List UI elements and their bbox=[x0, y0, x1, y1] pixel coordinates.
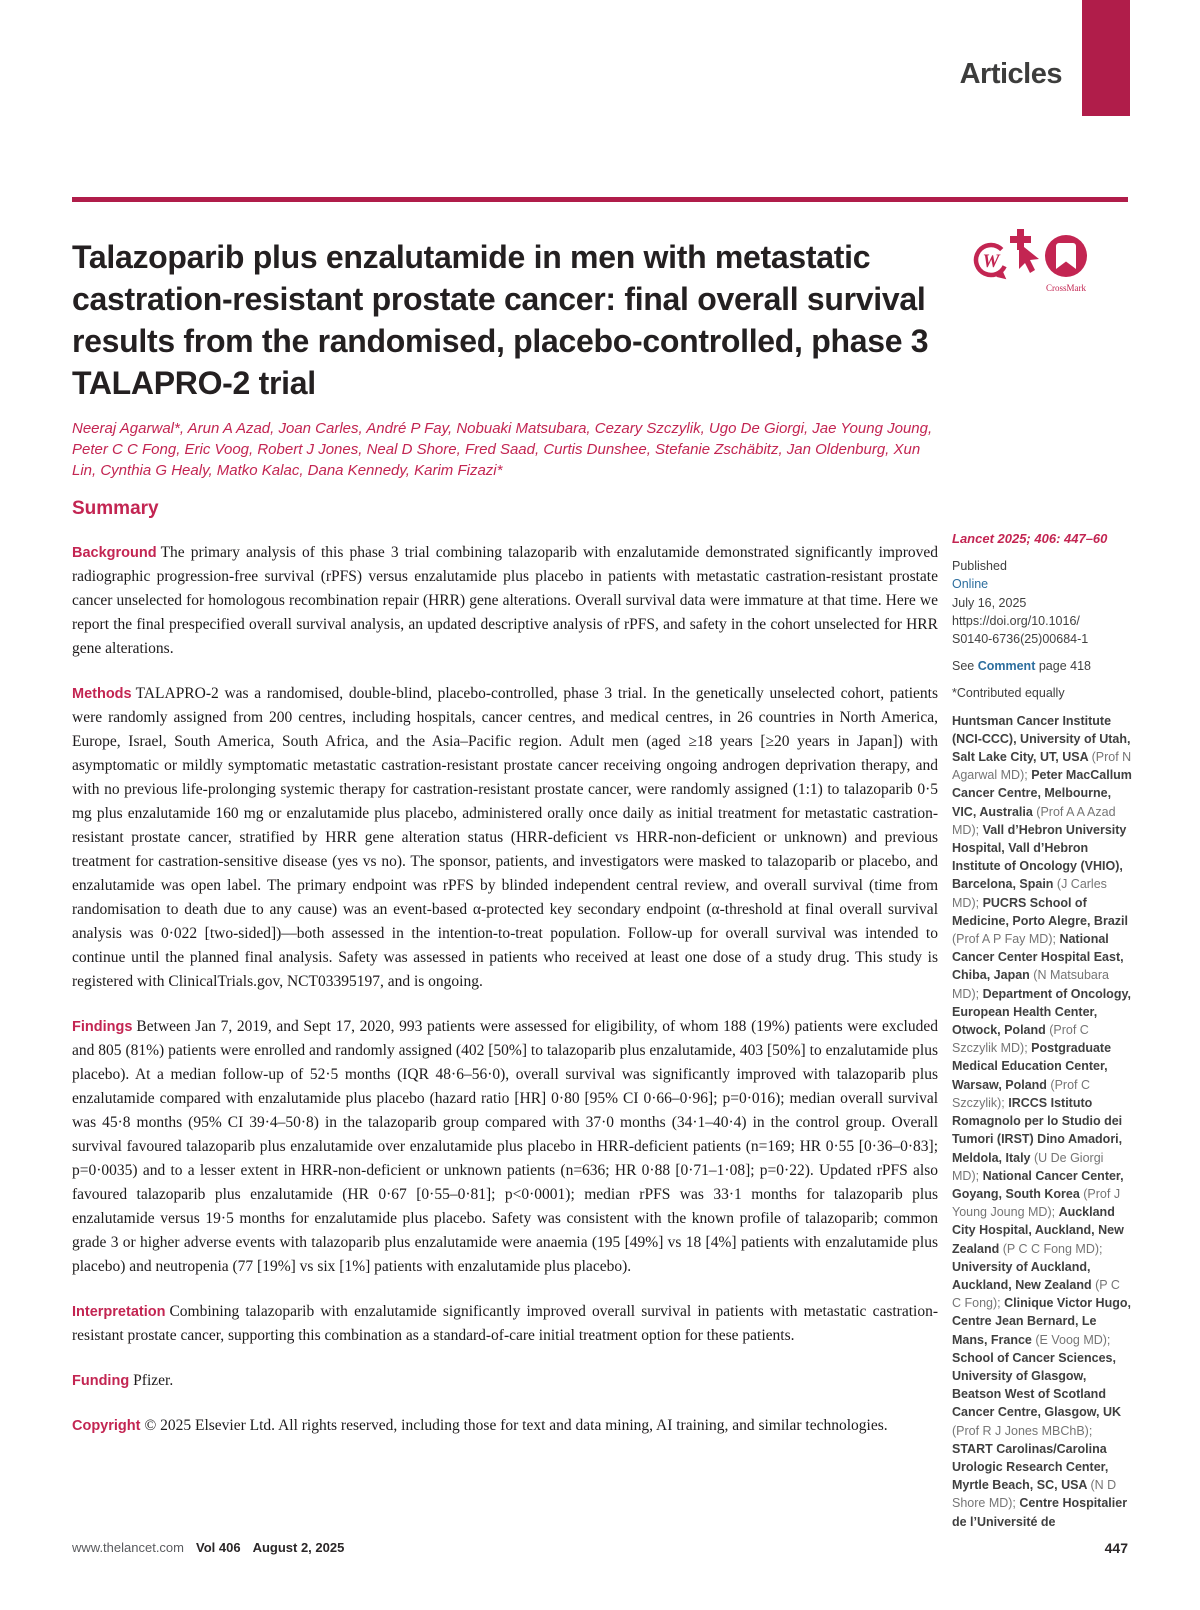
author-list: Neeraj Agarwal*, Arun A Azad, Joan Carles, André P Fay, Nobuaki Matsubara, Cezary Szczylik, Ugo De Giorgi, Jae Young Joung, Peter C C Fong, Eric Voog, Robert J Jones, Neal D Shore, Fred Saad, Curtis Dunshee, Stefanie Zschäbitz, Jan Oldenburg, Xun Lin, Cynthia G Healy, Matko Kalac, Dana Kennedy, Karim Fizazi* bbox=[72, 420, 933, 479]
footer-date: August 2, 2025 bbox=[252, 1540, 345, 1555]
footer-url[interactable]: www.thelancet.com bbox=[72, 1540, 184, 1555]
publication-date: July 16, 2025 bbox=[952, 595, 1027, 610]
section-kicker: Articles bbox=[959, 58, 1062, 90]
section-label-funding: Funding bbox=[72, 1373, 130, 1389]
crossmark-label: CrossMark bbox=[1046, 283, 1086, 293]
doi-line-1[interactable]: https://doi.org/10.1016/ bbox=[952, 613, 1080, 628]
article-badge-icons bbox=[948, 228, 1088, 302]
crossmark-icon bbox=[1044, 234, 1088, 278]
section-label-background: Background bbox=[72, 545, 157, 561]
section-label-interpretation: Interpretation bbox=[72, 1304, 166, 1320]
page-footer bbox=[72, 1540, 1128, 1555]
section-background bbox=[72, 541, 938, 661]
crossmark-badge[interactable] bbox=[1044, 234, 1088, 293]
article-title-line: Talazoparib plus enzalutamide in men with metastatic bbox=[72, 239, 871, 275]
page-number: 447 bbox=[1104, 1540, 1128, 1556]
published-online-line[interactable]: Published Online bbox=[952, 559, 1007, 592]
main-column bbox=[72, 236, 938, 1438]
online-extra-icon bbox=[970, 238, 1012, 282]
article-title-line: TALAPRO-2 trial bbox=[72, 365, 316, 401]
footer-volume: Vol 406 bbox=[196, 1540, 241, 1555]
section-text-interpretation: Combining talazoparib with enzalutamide significantly improved overall survival in patients with metastatic castration-resistant prostate cancer, supporting this combination as a standard-of-care initial treatment option for these patients. bbox=[72, 1303, 938, 1344]
doi-line-2[interactable]: S0140-6736(25)00684-1 bbox=[952, 632, 1089, 647]
section-text-copyright: © 2025 Elsevier Ltd. All rights reserved, including those for text and data mining, AI training, and similar technologies. bbox=[144, 1417, 888, 1434]
article-title-line: castration-resistant prostate cancer: final overall survival bbox=[72, 281, 926, 317]
section-text-methods: TALAPRO-2 was a randomised, double-blind, placebo-controlled, phase 3 trial. In the genetically unselected cohort, patients were randomly assigned from 200 centres, including hospitals, cancer centres, and medical centres, in 26 countries in North America, Europe, Israel, South America, South Africa, and the Asia–Pacific region. Adult men (aged ≥18 years [≥20 years in Japan]) with asymptomatic or mildly symptomatic metastatic castration-resistant prostate cancer receiving ongoing androgen deprivation therapy, and with no previous life-prolonging systemic therapy for castration-resistant prostate cancer, were randomly assigned (1:1) to talazoparib 0·5 mg plus enzalutamide 160 mg or enzalutamide plus placebo, administered orally once daily as initial treatment for metastatic castration-resistant prostate cancer, stratified by HRR gene alteration status (HRR-deficient vs HRR-non-deficient or unknown) and previous treatment for castration-sensitive disease (yes vs no). The sponsor, patients, and investigators were masked to talazoparib or placebo, and enzalutamide was open label. The primary endpoint was rPFS by blinded independent central review, and overall survival (time from randomisation to death due to any cause) was an event-based α-protected key secondary endpoint (α-threshold at final overall survival analysis was 0·022 [two-sided])—both assessed in the intention-to-treat population. Follow-up for overall survival was intended to continue until the planned final analysis. Safety was assessed in patients who received at least one dose of a study drug. This study is registered with ClinicalTrials.gov, NCT03395197, and is ongoing. bbox=[72, 685, 938, 990]
section-findings bbox=[72, 1015, 938, 1279]
title-rule bbox=[72, 197, 1128, 202]
summary-heading: Summary bbox=[72, 498, 159, 519]
svg-text:W: W bbox=[982, 251, 1000, 272]
publication-info bbox=[952, 557, 1132, 648]
red-corner-bar bbox=[1082, 0, 1130, 116]
section-copyright bbox=[72, 1414, 938, 1438]
section-text-findings: Between Jan 7, 2019, and Sept 17, 2020, 993 patients were assessed for eligibility, of whom 188 (19%) patients were excluded and 805 (81%) patients were enrolled and randomly assigned (402 [50%] to talazoparib plus enzalutamide, 403 [50%] to enzalutamide plus placebo). At a median follow-up of 52·5 months (IQR 48·6–56·0), overall survival was significantly improved with talazoparib plus enzalutamide compared with enzalutamide plus placebo (hazard ratio [HR] 0·80 [95% CI 0·66–0·96]; p=0·016); median overall survival was 45·8 months (95% CI 39·4–50·8) in the talazoparib group compared with 37·0 months (34·1–40·4) in the control group. Overall survival favoured talazoparib plus enzalutamide over enzalutamide plus placebo in HRR-deficient patients (n=169; HR 0·55 [0·36–0·83]; p=0·0035) and to a lesser extent in HRR-non-deficient or unknown patients (n=636; HR 0·88 [0·71–1·08]; p=0·22). Updated rPFS also favoured talazoparib plus enzalutamide (HR 0·67 [0·55–0·81]; p<0·0001); median rPFS was 33·1 months for talazoparib plus enzalutamide versus 19·5 months for enzalutamide plus placebo. Safety was consistent with the known profile of talazoparib; common grade 3 or higher adverse events with talazoparib plus enzalutamide were anaemia (195 [49%] vs 18 [4%] patients with enzalutamide plus placebo) and neutropenia (77 [19%] vs six [1%] patients with enzalutamide plus placebo). bbox=[72, 1018, 938, 1275]
article-title bbox=[72, 236, 938, 404]
section-funding bbox=[72, 1369, 938, 1393]
contributed-equally-note: *Contributed equally bbox=[952, 686, 1065, 701]
section-text-background: The primary analysis of this phase 3 trial combining talazoparib with enzalutamide demonstrated significantly improved radiographic progression-free survival (rPFS) versus enzalutamide plus placebo in patients with metastatic castration-resistant prostate cancer unselected for homologous recombination repair (HRR) gene alterations. Overall survival data were immature at that time. Here we report the final prespecified overall survival analysis, an updated descriptive analysis of rPFS, and safety in the cohort unselected for HRR gene alterations. bbox=[72, 544, 938, 657]
section-label-findings: Findings bbox=[72, 1019, 133, 1035]
sidebar-column bbox=[952, 530, 1132, 1531]
cursor-plus-icon bbox=[1008, 228, 1044, 274]
section-label-copyright: Copyright bbox=[72, 1418, 141, 1434]
affiliations: Huntsman Cancer Institute (NCI-CCC), University of Utah, Salt Lake City, UT, USA (Prof N Agarwal MD); Peter MacCallum Cancer Centre, Melbourne, VIC, Australia (Prof A A Azad MD); Vall d’Hebron University Hospital, Vall d’Hebron Institute of Oncology (VHIO), Barcelona, Spain (J Carles MD); PUCRS School of Medicine, Porto Alegre, Brazil (Prof A P Fay MD); National Cancer Center Hospital East, Chiba, Japan (N Matsubara MD); Department of Oncology, European Health Center, Otwock, Poland (Prof C Szczylik MD); Postgraduate Medical Education Center, Warsaw, Poland (Prof C Szczylik); IRCCS Istituto Romagnolo per lo Studio dei Tumori (IRST) Dino Amadori, Meldola, Italy (U De Giorgi MD); National Cancer Center, Goyang, South Korea (Prof J Young Joung MD); Auckland City Hospital, Auckland, New Zealand (P C C Fong MD); University of Auckland, Auckland, New Zealand (P C C Fong); Clinique Victor Hugo, Centre Jean Bernard, Le Mans, France (E Voog MD); School of Cancer Sciences, University of Glasgow, Beatson West of Scotland Cancer Centre, Glasgow, UK (Prof R J Jones MBChB); START Carolinas/Carolina Urologic Research Center, Myrtle Beach, SC, USA (N D Shore MD); Centre Hospitalier de l’Université de bbox=[952, 713, 1132, 1529]
section-label-methods: Methods bbox=[72, 686, 132, 702]
article-title-line: results from the randomised, placebo-controlled, phase 3 bbox=[72, 323, 929, 359]
section-text-funding: Pfizer. bbox=[133, 1372, 174, 1389]
see-comment-link[interactable]: See Comment page 418 bbox=[952, 659, 1091, 674]
journal-citation: Lancet 2025; 406: 447–60 bbox=[952, 531, 1108, 546]
section-methods bbox=[72, 682, 938, 994]
section-interpretation bbox=[72, 1300, 938, 1348]
